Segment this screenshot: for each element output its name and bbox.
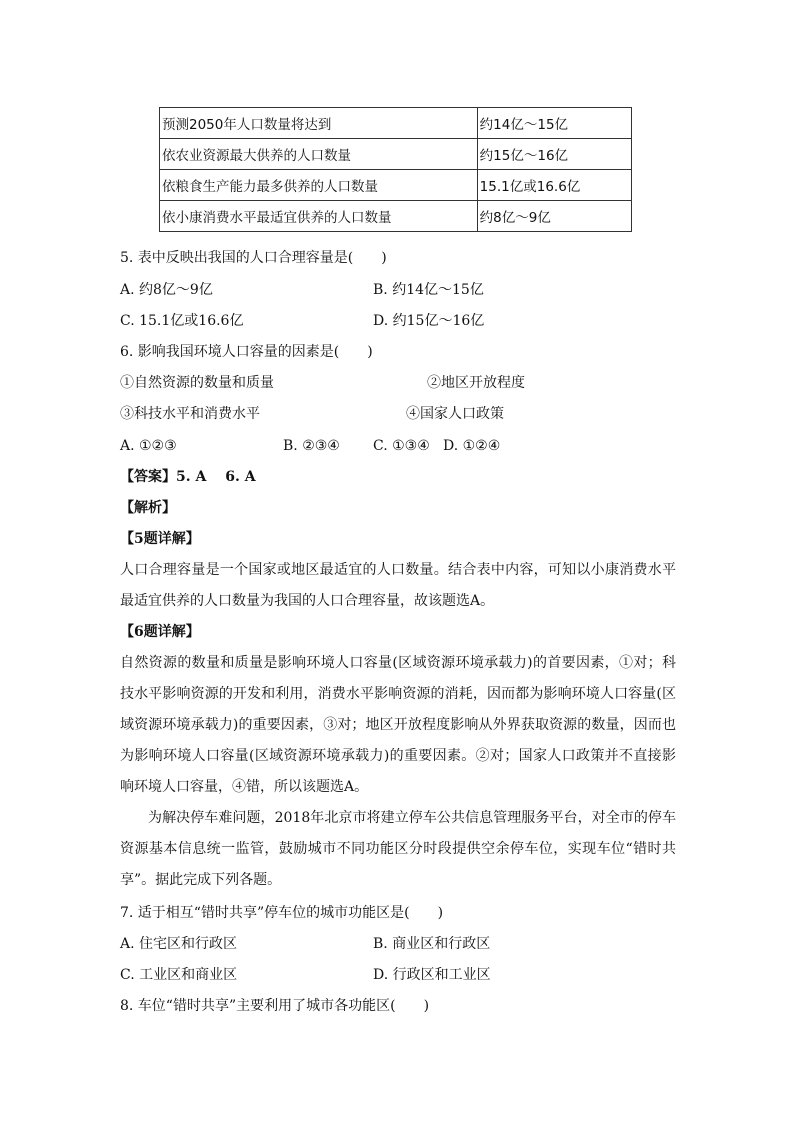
q5-option-b: B. 约14亿～15亿 <box>373 282 484 298</box>
q6-option-a: A. ①②③ <box>120 438 177 454</box>
q6-item-1: ①自然资源的数量和质量 <box>120 375 274 391</box>
table-cell-value: 约8亿～9亿 <box>477 201 631 232</box>
table-cell-label: 依农业资源最大供养的人口数量 <box>160 139 478 170</box>
table-row <box>160 201 632 232</box>
table-cell-label: 依粮食生产能力最多供养的人口数量 <box>160 170 478 201</box>
table-row <box>160 170 632 201</box>
table-cell-label: 预测2050年人口数量将达到 <box>160 108 478 139</box>
table-row <box>160 108 632 139</box>
q5-option-c: C. 15.1亿或16.6亿 <box>120 313 244 329</box>
q6-stem: 6. 影响我国环境人口容量的因素是( ) <box>120 344 373 360</box>
q5-detail-title: 【5题详解】 <box>120 531 200 547</box>
q7-option-a: A. 住宅区和行政区 <box>120 936 238 952</box>
q5-option-d: D. 约15亿～16亿 <box>373 313 485 329</box>
q6-item-2: ②地区开放程度 <box>427 375 525 391</box>
table-cell-label: 依小康消费水平最适宜供养的人口数量 <box>160 201 478 232</box>
q6-option-d: D. ①②④ <box>443 438 501 454</box>
population-capacity-table <box>159 107 632 232</box>
q7-option-b: B. 商业区和行政区 <box>373 936 491 952</box>
q7-option-d: D. 行政区和工业区 <box>373 967 491 983</box>
q5-stem: 5. 表中反映出我国的人口合理容量是( ) <box>120 250 387 266</box>
q6-detail-title: 【6题详解】 <box>120 624 200 640</box>
q6-detail-text: 自然资源的数量和质量是影响环境人口容量(区域资源环境承载力)的首要因素，①对；科技水平影响资源的开发和利用，消费水平影响资源的消耗，因而都为影响环境人口容量(区域资源环境承载力)的重要因素，③对；地区开放程度影响从外界获取资源的数量，因而也为影响环境人口容量(区域资源环境承载力)的重要因素。②对；国家人口政策并不直接影响环境人口容量，④错，所以该题选A。 <box>120 655 676 795</box>
table-cell-value: 15.1亿或16.6亿 <box>477 170 631 201</box>
analysis-title: 【解析】 <box>120 500 176 516</box>
q6-item-4: ④国家人口政策 <box>406 406 504 422</box>
q7-option-c: C. 工业区和商业区 <box>120 967 238 983</box>
q8-stem: 8. 车位“错时共享”主要利用了城市各功能区( ) <box>120 998 430 1014</box>
q6-option-c: C. ①③④ <box>373 438 430 454</box>
table-cell-value: 约14亿～15亿 <box>477 108 631 139</box>
q6-item-3: ③科技水平和消费水平 <box>120 406 260 422</box>
table-cell-value: 约15亿～16亿 <box>477 139 631 170</box>
q5-option-a: A. 约8亿～9亿 <box>120 282 213 298</box>
table-row <box>160 139 632 170</box>
q6-option-b: B. ②③④ <box>283 438 340 454</box>
reading-passage: 为解决停车难问题，2018年北京市将建立停车公共信息管理服务平台，对全市的停车资源基本信息统一监管，鼓励城市不同功能区分时段提供空余停车位，实现车位“错时共享”。据此完成下列各题。 <box>120 810 676 888</box>
q5-detail-text: 人口合理容量是一个国家或地区最适宜的人口数量。结合表中内容，可知以小康消费水平最适宜供养的人口数量为我国的人口合理容量，故该题选A。 <box>120 562 676 609</box>
q7-stem: 7. 适于相互“错时共享”停车位的城市功能区是( ) <box>120 905 444 921</box>
answer-line: 【答案】5. A 6. A <box>120 469 256 485</box>
